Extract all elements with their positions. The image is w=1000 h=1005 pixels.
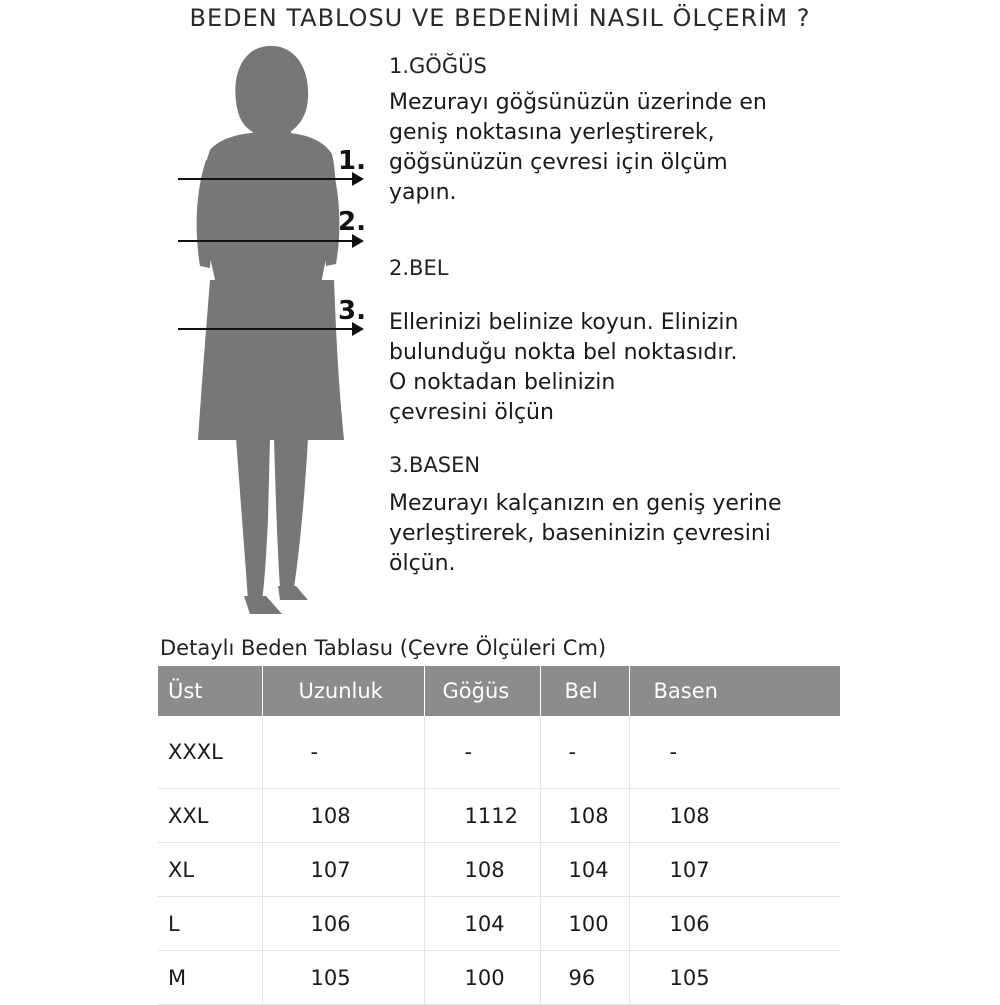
section-hip-body: Mezurayı kalçanızın en geniş yerine yerleştirerek, baseninizin çevresini ölçün. [389,491,782,576]
table-header-row [158,666,840,716]
size-table [158,666,840,1005]
page-title: BEDEN TABLOSU VE BEDENİMİ NASIL ÖLÇERİM ? [189,4,811,32]
marker-waist: 2. [338,207,366,237]
waist-arrow [178,240,362,242]
table-row [158,951,840,1005]
marker-hip: 3. [338,296,366,326]
basen-cell: 105 [629,951,840,1005]
basen-cell: 107 [629,843,840,897]
gogus-cell: 1112 [424,789,540,843]
table-row [158,843,840,897]
header-uzunluk: Uzunluk [262,666,424,716]
section-chest-title: 1.GÖĞÜS [389,54,487,78]
header-ust: Üst [158,666,262,716]
size-cell: XXL [158,789,262,843]
gogus-cell: 108 [424,843,540,897]
size-cell: XL [158,843,262,897]
section-chest-body: Mezurayı göğsünüzün üzerinde en geniş noktasına yerleştirerek, göğsünüzün çevresi için ölçüm yapın. [389,90,767,205]
section-hip-title: 3.BASEN [389,453,481,477]
table-caption: Detaylı Beden Tablasu (Çevre Ölçüleri Cm) [160,636,607,660]
basen-cell: 108 [629,789,840,843]
uzunluk-cell: 106 [262,897,424,951]
table-row [158,897,840,951]
uzunluk-cell: - [262,716,424,789]
header-gogus: Göğüs [424,666,540,716]
marker-chest: 1. [338,146,366,176]
uzunluk-cell: 107 [262,843,424,897]
table-row [158,716,840,789]
chest-arrow [178,178,362,180]
bel-cell: 104 [540,843,629,897]
section-waist-title: 2.BEL [389,256,449,280]
bel-cell: 100 [540,897,629,951]
size-cell: M [158,951,262,1005]
woman-silhouette-illustration [170,40,380,620]
section-waist [389,256,989,428]
size-cell: XXXL [158,716,262,789]
section-hip [389,453,989,579]
uzunluk-cell: 108 [262,789,424,843]
gogus-cell: 100 [424,951,540,1005]
uzunluk-cell: 105 [262,951,424,1005]
basen-cell: 106 [629,897,840,951]
bel-cell: 96 [540,951,629,1005]
table-row [158,789,840,843]
basen-cell: - [629,716,840,789]
section-chest [389,54,989,208]
header-basen: Basen [629,666,840,716]
bel-cell: 108 [540,789,629,843]
hip-arrow [178,328,362,330]
size-cell: L [158,897,262,951]
bel-cell: - [540,716,629,789]
header-bel: Bel [540,666,629,716]
gogus-cell: 104 [424,897,540,951]
gogus-cell: - [424,716,540,789]
section-waist-body: Ellerinizi belinize koyun. Elinizin bulunduğu nokta bel noktasıdır. O noktadan belinizin çevresini ölçün [389,310,739,425]
